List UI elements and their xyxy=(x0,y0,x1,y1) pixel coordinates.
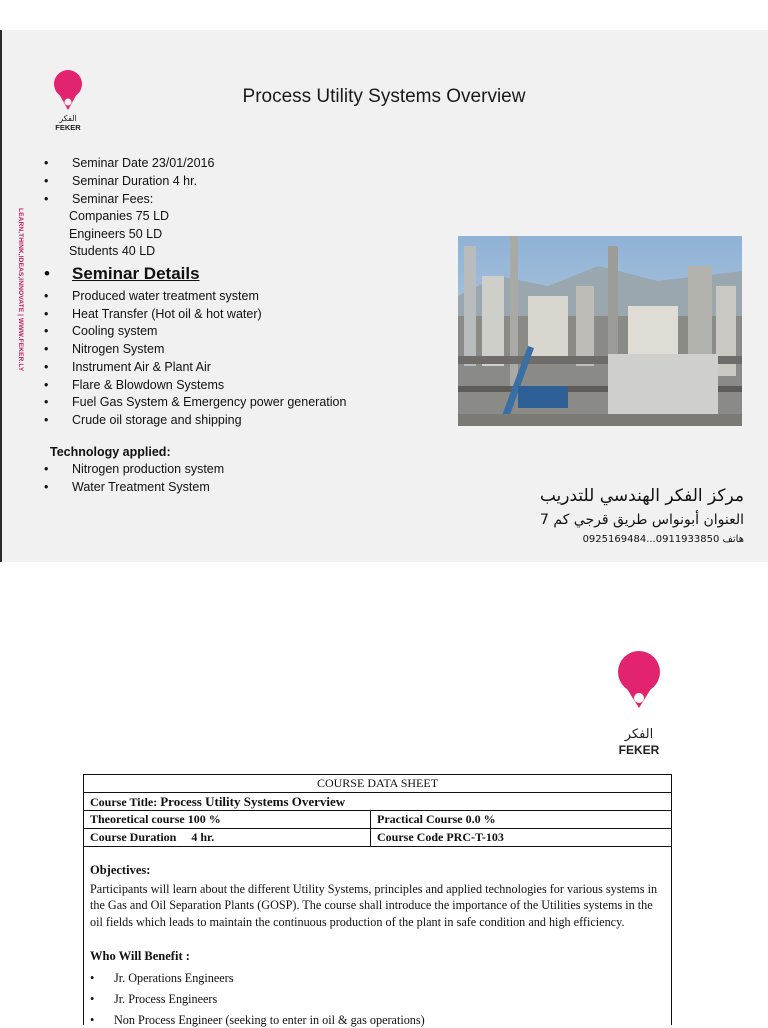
bullet-dot: • xyxy=(44,306,49,321)
bullet-dot: • xyxy=(44,377,49,392)
course-title-value: Process Utility Systems Overview xyxy=(160,794,346,809)
sheet-duration-row xyxy=(84,829,671,847)
bullet-dot: • xyxy=(44,156,49,170)
seminar-detail-text: Nitrogen System xyxy=(72,342,165,357)
bullet-dot: • xyxy=(90,992,95,1006)
seminar-slide xyxy=(0,30,768,562)
fee-engineers: Engineers 50 LD xyxy=(69,227,163,241)
technology-text: Nitrogen production system xyxy=(72,462,225,476)
sheet-title-row xyxy=(84,793,671,811)
bullet-dot: • xyxy=(44,324,49,339)
bullet-dot: • xyxy=(90,971,95,985)
bullet-dot: • xyxy=(90,1013,95,1027)
duration-cell xyxy=(84,829,371,846)
seminar-detail-text: Crude oil storage and shipping xyxy=(72,412,242,427)
bullet-text: Seminar Fees: xyxy=(72,192,154,206)
theoretical-cell: Theoretical course 100 % xyxy=(84,811,371,828)
arabic-address: العنوان أبونواس طريق قرجي كم 7 xyxy=(540,512,744,528)
course-data-sheet xyxy=(83,774,672,1025)
slide-title: Process Utility Systems Overview xyxy=(242,86,526,107)
bullet-dot: • xyxy=(44,289,49,303)
bullet-dot: • xyxy=(44,412,49,427)
bullet-dot: • xyxy=(44,359,49,374)
bullet-text: Seminar Date 23/01/2016 xyxy=(72,156,215,170)
seminar-detail-text: Fuel Gas System & Emergency power generation xyxy=(72,395,347,410)
fee-students: Students 40 LD xyxy=(69,244,156,258)
sheet-header-row xyxy=(84,775,671,793)
who-will-benefit-text: Non Process Engineer (seeking to enter in oil & gas operations) xyxy=(114,1013,425,1027)
seminar-detail-text: Instrument Air & Plant Air xyxy=(72,359,211,374)
seminar-detail-text: Cooling system xyxy=(72,324,158,339)
course-title-cell xyxy=(84,793,671,810)
technology-text: Water Treatment System xyxy=(72,480,210,494)
who-will-benefit-text: Jr. Operations Engineers xyxy=(114,971,234,985)
bullet-dot: • xyxy=(44,342,49,357)
seminar-detail-text: Heat Transfer (Hot oil & hot water) xyxy=(72,306,262,321)
bullet-dot: • xyxy=(44,174,49,188)
logo-text: FEKER xyxy=(55,123,81,132)
bullet-text: Seminar Duration 4 hr. xyxy=(72,174,198,188)
bullet-dot: • xyxy=(44,462,49,476)
logo-text: FEKER xyxy=(618,743,660,757)
side-tagline xyxy=(14,208,24,408)
duration-label: Course Duration xyxy=(90,830,177,844)
objectives-text: Participants will learn about the different Utility Systems, principles and applied technologies for various systems in the Gas and Oil Separation Plants (GOSP). The course shall introduce the importance of the Utilities systems in the oil fields which leads to maintain the continuous production of the plant in safe condition and high efficiency. xyxy=(90,882,658,929)
course-title-label: Course Title: xyxy=(90,795,158,809)
heading-text: Seminar Details xyxy=(72,264,200,283)
arabic-center-name: مركز الفكر الهندسي للتدريب xyxy=(539,486,744,506)
feker-logo-large xyxy=(612,646,666,758)
logo-arabic: الفكر xyxy=(59,114,77,123)
side-tagline-text: LEARN,THINK,IDEAS,INNOVATE | WWW.FEKER.LY xyxy=(17,208,24,372)
slide-left-border xyxy=(0,30,2,562)
bullet-dot: • xyxy=(44,192,49,206)
bullet-dot: • xyxy=(44,480,49,494)
practical-cell: Practical Course 0.0 % xyxy=(377,812,496,826)
logo-arabic: الفكر xyxy=(624,727,654,742)
seminar-detail-text: Flare & Blowdown Systems xyxy=(72,377,225,392)
fee-companies: Companies 75 LD xyxy=(69,209,170,223)
bullet-dot: • xyxy=(44,395,49,410)
who-will-benefit-text: Jr. Process Engineers xyxy=(114,992,218,1006)
arabic-phone: هاتف 0911933850...0925169484 xyxy=(582,534,744,545)
sheet-header: COURSE DATA SHEET xyxy=(316,776,439,790)
plant-photo xyxy=(458,236,742,426)
objectives-heading: Objectives: xyxy=(90,863,151,877)
seminar-detail-text: Produced water treatment system xyxy=(72,289,259,303)
who-will-benefit-heading: Who Will Benefit : xyxy=(90,949,190,963)
duration-value: 4 hr. xyxy=(191,830,215,844)
course-code-cell: Course Code PRC-T-103 xyxy=(377,830,504,844)
sheet-course-type-row xyxy=(84,811,671,829)
technology-heading: Technology applied: xyxy=(50,445,171,459)
bullet-dot: • xyxy=(44,264,50,283)
